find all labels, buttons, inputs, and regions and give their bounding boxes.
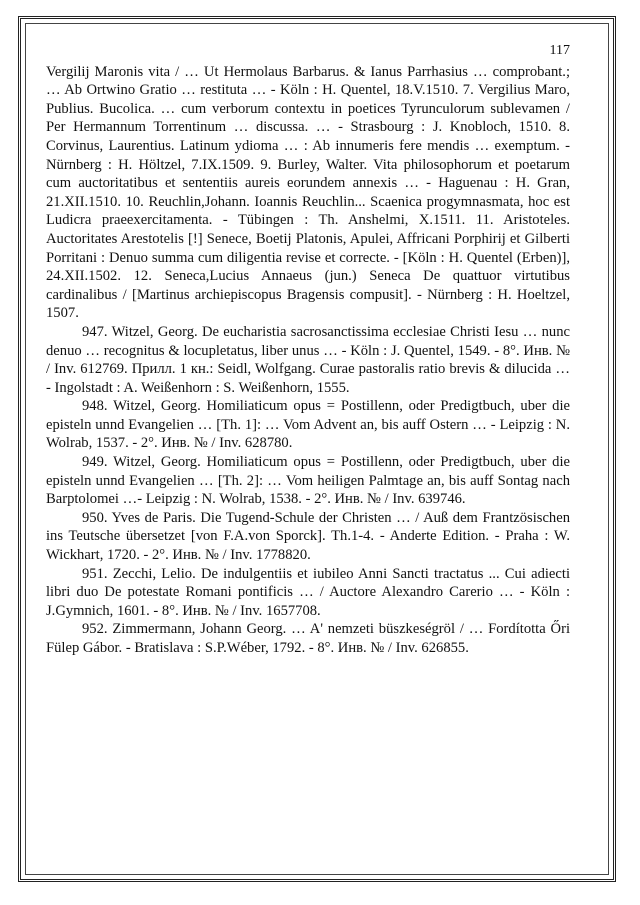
catalog-entry-948: 948. Witzel, Georg. Homiliaticum opus = Postillenn, oder Predigtbuch, uber die episteln unnd Evangelien … [Th. 1]: … Vom Advent an, bis auff Ostern … - Leipzig : N. Wolrab, 1537. - 2°. Инв. № / Inv. 628780. bbox=[46, 398, 570, 452]
catalog-entry-951: 951. Zecchi, Lelio. De indulgentiis et iubileo Anni Sancti tractatus ... Cui adiecti libri duo De potestate Romani pontificis … / Auctore Alexandro Carerio … - Köln : J.Gymnich, 1601. - 8°. Инв. № / Inv. 1657708. bbox=[46, 565, 570, 619]
document-page bbox=[46, 42, 570, 658]
catalog-entry-947: 947. Witzel, Georg. De eucharistia sacrosanctissima ecclesiae Christi Iesu … nunc denuo … recognitus & locupletatus, liber unus … - Köln : J. Quentel, 1549. - 8°. Инв. № / Inv. 612769. Прилл. 1 кн.: Seidl, Wolfgang. Curae pastoralis ratio brevis & dilucida … - Ingolstadt : A. Weißenhorn : S. Weißenhorn, 1555. bbox=[46, 323, 570, 396]
catalog-entry-949: 949. Witzel, Georg. Homiliaticum opus = Postillenn, oder Predigtbuch, uber die episteln unnd Evangelien … [Th. 2]: … Vom heiligen Palmtage an, bis auff Sontag nach Barptolomei …- Leipzig : N. Wolrab, 1538. - 2°. Инв. № / Inv. 639746. bbox=[46, 454, 570, 508]
page-number: 117 bbox=[549, 43, 570, 58]
intro-paragraph: Vergilij Maronis vita / … Ut Hermolaus Barbarus. & Ianus Parrhasius … comprobant.; … Ab Ortwino Gratio … restituta … - Köln : H. Quentel, 18.V.1510. 7. Vergilius Maro, Publius. Bucolica. … cum verborum contextu in poetices Tyrunculorum sublevamen / Per Hermannum Torrentinum … discussa. … - Strasbourg : J. Knobloch, 1510. 8. Corvinus, Laurentius. Latinum ydioma … : Ab innumeris fere mendis … exemptum. - Nürnberg : H. Höltzel, 7.IX.1509. 9. Burley, Walter. Vita philosophorum et poetarum cum auctoritatibus et sententiis aureis eorundem annexis … - Haguenau : H. Gran, 21.XII.1510. 10. Reuchlin,Johann. Ioannis Reuchlin... Scaenica progymnasmata, hoc est Ludicra praeexercitamenta. - Tübingen : Th. Anshelmi, X.1511. 11. Aristoteles. Auctoritates Arestotelis [!] Senece, Boetij Platonis, Apulei, Affricani Porphirij et Gilberti Porritani : Denuo summa cum diligentia revise et correcte. - [Köln : H. Quentel (Erben)], 24.XII.1502. 12. Seneca,Lucius Annaeus (jun.) Seneca De quattuor virtutibus cardinalibus / [Martinus archiepiscopus Bragensis compusit]. - Nürnberg : H. Hoeltzel, 1507. bbox=[46, 63, 570, 322]
catalog-entry-952: 952. Zimmermann, Johann Georg. … A' nemzeti büszkeségröl / … Fordította Őri Fülep Gábor. - Bratislava : S.P.Wéber, 1792. - 8°. Инв. № / Inv. 626855. bbox=[46, 621, 570, 656]
catalog-entry-950: 950. Yves de Paris. Die Tugend-Schule der Christen … / Auß dem Frantzösischen ins Teutsche übersetzet [von F.A.von Sporck]. Th.1-4. - Anderte Edition. - Praha : W. Wickhart, 1720. - 2°. Инв. № / Inv. 1778820. bbox=[46, 509, 570, 564]
